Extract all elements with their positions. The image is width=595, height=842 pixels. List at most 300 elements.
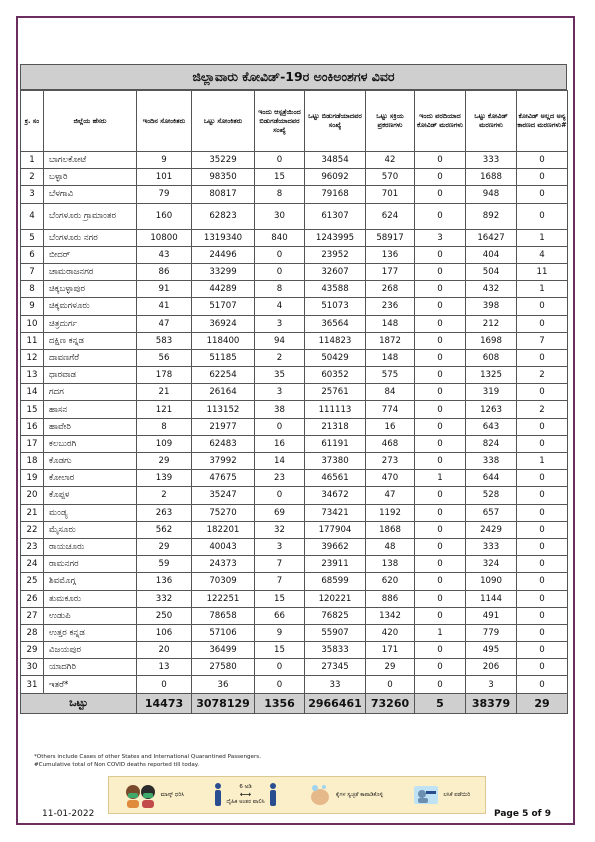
- table-cell: 324: [466, 556, 517, 573]
- table-cell: 11: [517, 263, 568, 280]
- column-header: ಇಂದು ಆಸ್ಪತ್ರೆಯಿಂದ ಬಿಡುಗಡೆಯಾದವರ ಸಂಖ್ಯೆ: [255, 91, 305, 152]
- table-cell: 2: [137, 487, 192, 504]
- serial-number: 22: [21, 521, 44, 538]
- table-cell: 40043: [192, 538, 255, 555]
- table-cell: 16427: [466, 229, 517, 246]
- person-icon: [268, 782, 278, 808]
- serial-number: 31: [21, 676, 44, 693]
- serial-number: 3: [21, 186, 44, 203]
- table-cell: 29: [137, 538, 192, 555]
- table-cell: 0: [415, 263, 466, 280]
- table-cell: 43588: [305, 281, 366, 298]
- table-cell: 148: [366, 349, 415, 366]
- district-name: ಚಾಮರಾಜನಗರ: [44, 263, 137, 280]
- district-name: ಬೀದರ್: [44, 246, 137, 263]
- table-cell: 79168: [305, 186, 366, 203]
- table-cell: 36924: [192, 315, 255, 332]
- serial-number: 12: [21, 349, 44, 366]
- table-cell: 27345: [305, 659, 366, 676]
- table-cell: 177904: [305, 521, 366, 538]
- table-cell: 44289: [192, 281, 255, 298]
- table-cell: 16: [366, 418, 415, 435]
- table-cell: 61307: [305, 203, 366, 229]
- table-cell: 0: [415, 152, 466, 169]
- table-row: [21, 332, 568, 349]
- table-row: [21, 470, 568, 487]
- table-cell: 9: [137, 152, 192, 169]
- table-cell: 420: [366, 624, 415, 641]
- table-cell: 33299: [192, 263, 255, 280]
- table-row: [21, 487, 568, 504]
- table-row: [21, 229, 568, 246]
- distance-arrow-icon: ⟷: [239, 790, 252, 799]
- total-cell: 2966461: [305, 693, 366, 713]
- column-header: ಕ್ರ. ಸಂ: [21, 91, 44, 152]
- table-cell: 73421: [305, 504, 366, 521]
- table-cell: 1698: [466, 332, 517, 349]
- table-cell: 62483: [192, 435, 255, 452]
- table-cell: 48: [366, 538, 415, 555]
- table-row: [21, 367, 568, 384]
- table-cell: 0: [517, 487, 568, 504]
- district-name: ಮಂಡ್ಯ: [44, 504, 137, 521]
- table-cell: 608: [466, 349, 517, 366]
- table-cell: 1868: [366, 521, 415, 538]
- table-cell: 0: [415, 315, 466, 332]
- table-cell: 0: [415, 401, 466, 418]
- district-name: ಚಿತ್ರದುರ್ಗ: [44, 315, 137, 332]
- table-cell: 32607: [305, 263, 366, 280]
- serial-number: 4: [21, 203, 44, 229]
- table-cell: 91: [137, 281, 192, 298]
- table-cell: 0: [415, 487, 466, 504]
- table-cell: 1192: [366, 504, 415, 521]
- table-row: [21, 203, 568, 229]
- table-cell: 37380: [305, 453, 366, 470]
- district-name: ಗದಗ: [44, 384, 137, 401]
- banner-vaccine: [412, 782, 470, 808]
- table-cell: 75270: [192, 504, 255, 521]
- table-cell: 34854: [305, 152, 366, 169]
- district-name: ಕಲಬುರಗಿ: [44, 435, 137, 452]
- table-cell: 47: [137, 315, 192, 332]
- table-cell: 23: [255, 470, 305, 487]
- table-cell: 39662: [305, 538, 366, 555]
- table-cell: 1872: [366, 332, 415, 349]
- district-name: ಉಡುಪಿ: [44, 607, 137, 624]
- table-cell: 0: [415, 453, 466, 470]
- table-cell: 1090: [466, 573, 517, 590]
- column-header: ಕೋವಿಡ್ ಅಲ್ಲದ ಅನ್ಯ ಕಾರಣದ ಮರಣಗಳು#: [517, 91, 568, 152]
- table-cell: 42: [366, 152, 415, 169]
- footnote-non-covid: #Cumulative total of Non COVID deaths reported till today.: [34, 762, 200, 768]
- vaccine-icon: [412, 782, 440, 808]
- table-cell: 0: [517, 556, 568, 573]
- table-cell: 404: [466, 246, 517, 263]
- table-cell: 36564: [305, 315, 366, 332]
- column-header: ಒಟ್ಟು ಸೋಂಕಿತರು: [192, 91, 255, 152]
- table-row: [21, 642, 568, 659]
- table-cell: 0: [415, 332, 466, 349]
- column-header: ಒಟ್ಟು ಕೋವಿಡ್ ಮರಣಗಳು: [466, 91, 517, 152]
- table-cell: 26164: [192, 384, 255, 401]
- table-cell: 1: [415, 624, 466, 641]
- table-cell: 101: [137, 169, 192, 186]
- table-cell: 47: [366, 487, 415, 504]
- table-cell: 10800: [137, 229, 192, 246]
- table-cell: 0: [415, 169, 466, 186]
- table-cell: 273: [366, 453, 415, 470]
- banner-distance: [213, 782, 277, 808]
- banner-distance-value: 6 ಅಡಿ: [239, 784, 252, 790]
- serial-number: 9: [21, 298, 44, 315]
- table-cell: 236: [366, 298, 415, 315]
- table-cell: 3: [255, 538, 305, 555]
- district-name: ಚಿಕ್ಕಮಗಳೂರು: [44, 298, 137, 315]
- table-cell: 470: [366, 470, 415, 487]
- table-cell: 562: [137, 521, 192, 538]
- table-row: [21, 624, 568, 641]
- table-cell: 34672: [305, 487, 366, 504]
- district-name: ಕೋಲಾರ: [44, 470, 137, 487]
- table-cell: 111113: [305, 401, 366, 418]
- safety-banner: [108, 776, 486, 814]
- table-cell: 78658: [192, 607, 255, 624]
- banner-mask: [124, 782, 185, 808]
- table-cell: 468: [366, 435, 415, 452]
- table-cell: 177: [366, 263, 415, 280]
- table-cell: 106: [137, 624, 192, 641]
- table-cell: 491: [466, 607, 517, 624]
- table-row: [21, 504, 568, 521]
- table-cell: 24373: [192, 556, 255, 573]
- table-cell: 0: [415, 186, 466, 203]
- table-cell: 1263: [466, 401, 517, 418]
- table-cell: 0: [415, 556, 466, 573]
- table-cell: 3: [255, 384, 305, 401]
- serial-number: 23: [21, 538, 44, 555]
- table-row: [21, 152, 568, 169]
- district-name: ಬೆಂಗಳೂರು ಗ್ರಾಮಾಂತರ: [44, 203, 137, 229]
- table-cell: 1319340: [192, 229, 255, 246]
- table-cell: 0: [517, 624, 568, 641]
- district-name: ಉತ್ತರ ಕನ್ನಡ: [44, 624, 137, 641]
- table-cell: 0: [517, 538, 568, 555]
- serial-number: 17: [21, 435, 44, 452]
- table-cell: 94: [255, 332, 305, 349]
- masked-people-icon: [124, 782, 158, 808]
- table-cell: 0: [415, 538, 466, 555]
- table-cell: 36499: [192, 642, 255, 659]
- table-cell: 41: [137, 298, 192, 315]
- table-cell: 51707: [192, 298, 255, 315]
- table-row: [21, 246, 568, 263]
- table-cell: 2: [517, 401, 568, 418]
- table-cell: 268: [366, 281, 415, 298]
- district-name: ಬಾಗಲಕೋಟೆ: [44, 152, 137, 169]
- table-cell: 7: [517, 332, 568, 349]
- table-cell: 0: [415, 573, 466, 590]
- table-cell: 0: [415, 504, 466, 521]
- district-name: ಕೊಪ್ಪಳ: [44, 487, 137, 504]
- table-row: [21, 169, 568, 186]
- table-cell: 643: [466, 418, 517, 435]
- table-cell: 38: [255, 401, 305, 418]
- table-cell: 263: [137, 504, 192, 521]
- table-cell: 160: [137, 203, 192, 229]
- table-cell: 4: [517, 246, 568, 263]
- serial-number: 26: [21, 590, 44, 607]
- table-cell: 1243995: [305, 229, 366, 246]
- table-cell: 46561: [305, 470, 366, 487]
- table-cell: 333: [466, 538, 517, 555]
- banner-hands: [307, 782, 383, 808]
- table-cell: 0: [517, 152, 568, 169]
- table-cell: 20: [137, 642, 192, 659]
- table-cell: 69: [255, 504, 305, 521]
- table-cell: 98350: [192, 169, 255, 186]
- table-cell: 701: [366, 186, 415, 203]
- table-row: [21, 538, 568, 555]
- table-cell: 0: [415, 246, 466, 263]
- total-label: ಒಟ್ಟು: [21, 693, 137, 713]
- table-cell: 0: [517, 676, 568, 693]
- table-cell: 0: [255, 487, 305, 504]
- table-row: [21, 556, 568, 573]
- table-cell: 0: [366, 676, 415, 693]
- total-cell: 1356: [255, 693, 305, 713]
- serial-number: 25: [21, 573, 44, 590]
- table-cell: 7: [255, 573, 305, 590]
- table-cell: 432: [466, 281, 517, 298]
- table-cell: 338: [466, 453, 517, 470]
- table-cell: 51185: [192, 349, 255, 366]
- district-name: ಕೊಡಗು: [44, 453, 137, 470]
- total-cell: 5: [415, 693, 466, 713]
- table-cell: 13: [137, 659, 192, 676]
- table-cell: 0: [517, 203, 568, 229]
- table-cell: 120221: [305, 590, 366, 607]
- table-cell: 23911: [305, 556, 366, 573]
- serial-number: 2: [21, 169, 44, 186]
- table-row: [21, 676, 568, 693]
- table-cell: 55907: [305, 624, 366, 641]
- table-cell: 79: [137, 186, 192, 203]
- table-cell: 47675: [192, 470, 255, 487]
- table-cell: 0: [415, 590, 466, 607]
- table-cell: 35229: [192, 152, 255, 169]
- district-name: ವಿಜಯಪುರ: [44, 642, 137, 659]
- serial-number: 1: [21, 152, 44, 169]
- table-cell: 51073: [305, 298, 366, 315]
- banner-mask-text: ಮಾಸ್ಕ್ ಧರಿಸಿ: [160, 791, 185, 798]
- person-icon: [213, 782, 223, 808]
- table-cell: 84: [366, 384, 415, 401]
- district-name: ಮೈಸೂರು: [44, 521, 137, 538]
- table-cell: 57106: [192, 624, 255, 641]
- table-cell: 0: [517, 384, 568, 401]
- district-name: ಚಿಕ್ಕಬಳ್ಳಾಪುರ: [44, 281, 137, 298]
- table-row: [21, 401, 568, 418]
- district-name: ರಾಯಚೂರು: [44, 538, 137, 555]
- table-cell: 1688: [466, 169, 517, 186]
- serial-number: 11: [21, 332, 44, 349]
- table-cell: 21318: [305, 418, 366, 435]
- table-cell: 0: [415, 203, 466, 229]
- table-cell: 824: [466, 435, 517, 452]
- table-cell: 774: [366, 401, 415, 418]
- total-cell: 14473: [137, 693, 192, 713]
- table-cell: 0: [415, 642, 466, 659]
- total-cell: 38379: [466, 693, 517, 713]
- table-cell: 35: [255, 367, 305, 384]
- column-header: ಇಂದು ವರದಿಯಾದ ಕೋವಿಡ್ ಮರಣಗಳು: [415, 91, 466, 152]
- table-cell: 50429: [305, 349, 366, 366]
- table-row: [21, 521, 568, 538]
- table-cell: 62254: [192, 367, 255, 384]
- serial-number: 24: [21, 556, 44, 573]
- serial-number: 20: [21, 487, 44, 504]
- total-row: [21, 693, 568, 713]
- table-cell: 1: [517, 453, 568, 470]
- table-cell: 570: [366, 169, 415, 186]
- footnotes: [34, 753, 261, 769]
- table-cell: 948: [466, 186, 517, 203]
- table-cell: 250: [137, 607, 192, 624]
- serial-number: 29: [21, 642, 44, 659]
- table-cell: 1: [415, 470, 466, 487]
- table-cell: 35833: [305, 642, 366, 659]
- district-name: ಯಾದಗಿರಿ: [44, 659, 137, 676]
- serial-number: 27: [21, 607, 44, 624]
- serial-number: 13: [21, 367, 44, 384]
- table-cell: 0: [415, 418, 466, 435]
- district-name: ರಾಮನಗರ: [44, 556, 137, 573]
- table-cell: 96092: [305, 169, 366, 186]
- table-cell: 0: [517, 435, 568, 452]
- table-cell: 58917: [366, 229, 415, 246]
- table-cell: 9: [255, 624, 305, 641]
- serial-number: 28: [21, 624, 44, 641]
- table-cell: 0: [517, 573, 568, 590]
- serial-number: 8: [21, 281, 44, 298]
- banner-distance-text: ದೈಹಿಕ ಅಂತರ ಪಾಲಿಸಿ: [226, 799, 265, 805]
- table-cell: 0: [415, 298, 466, 315]
- total-cell: 73260: [366, 693, 415, 713]
- table-cell: 30: [255, 203, 305, 229]
- total-cell: 29: [517, 693, 568, 713]
- table-cell: 0: [517, 349, 568, 366]
- table-cell: 0: [255, 659, 305, 676]
- table-cell: 644: [466, 470, 517, 487]
- table-cell: 620: [366, 573, 415, 590]
- table-cell: 0: [255, 152, 305, 169]
- table-cell: 60352: [305, 367, 366, 384]
- district-table: [20, 90, 568, 714]
- table-cell: 332: [137, 590, 192, 607]
- table-cell: 118400: [192, 332, 255, 349]
- banner-hands-text: ಕೈಗಳ ಸ್ವಚ್ಛತೆ ಕಾಪಾಡಿಕೊಳ್ಳಿ: [335, 791, 384, 798]
- table-cell: 86: [137, 263, 192, 280]
- table-cell: 8: [255, 281, 305, 298]
- table-cell: 0: [517, 521, 568, 538]
- table-cell: 495: [466, 642, 517, 659]
- table-cell: 80817: [192, 186, 255, 203]
- district-name: ಬೆಂಗಳೂರು ನಗರ: [44, 229, 137, 246]
- table-cell: 27580: [192, 659, 255, 676]
- table-cell: 23952: [305, 246, 366, 263]
- district-name: ದಾವಣಗೆರೆ: [44, 349, 137, 366]
- table-row: [21, 315, 568, 332]
- table-cell: 657: [466, 504, 517, 521]
- table-cell: 76825: [305, 607, 366, 624]
- table-cell: 0: [255, 263, 305, 280]
- table-cell: 29: [366, 659, 415, 676]
- footnote-others: *Others include Cases of other States and International Quarantined Passengers.: [34, 754, 261, 760]
- table-cell: 0: [415, 607, 466, 624]
- serial-number: 7: [21, 263, 44, 280]
- table-cell: 62823: [192, 203, 255, 229]
- district-name: ಹಾಸನ: [44, 401, 137, 418]
- table-cell: 121: [137, 401, 192, 418]
- table-cell: 575: [366, 367, 415, 384]
- table-cell: 113152: [192, 401, 255, 418]
- serial-number: 10: [21, 315, 44, 332]
- table-cell: 59: [137, 556, 192, 573]
- table-cell: 1: [517, 229, 568, 246]
- table-cell: 0: [517, 607, 568, 624]
- table-row: [21, 186, 568, 203]
- serial-number: 5: [21, 229, 44, 246]
- serial-number: 16: [21, 418, 44, 435]
- table-cell: 206: [466, 659, 517, 676]
- table-cell: 114823: [305, 332, 366, 349]
- table-cell: 15: [255, 169, 305, 186]
- table-cell: 16: [255, 435, 305, 452]
- table-cell: 528: [466, 487, 517, 504]
- table-cell: 33: [305, 676, 366, 693]
- table-cell: 583: [137, 332, 192, 349]
- table-cell: 25761: [305, 384, 366, 401]
- table-cell: 56: [137, 349, 192, 366]
- table-cell: 779: [466, 624, 517, 641]
- district-name: ಬಳ್ಳಾರಿ: [44, 169, 137, 186]
- table-row: [21, 418, 568, 435]
- table-cell: 21: [137, 384, 192, 401]
- table-row: [21, 607, 568, 624]
- table-cell: 0: [517, 470, 568, 487]
- serial-number: 14: [21, 384, 44, 401]
- table-cell: 333: [466, 152, 517, 169]
- table-cell: 1: [517, 281, 568, 298]
- table-cell: 15: [255, 590, 305, 607]
- table-cell: 886: [366, 590, 415, 607]
- table-row: [21, 263, 568, 280]
- table-cell: 0: [255, 676, 305, 693]
- table-cell: 8: [255, 186, 305, 203]
- table-cell: 398: [466, 298, 517, 315]
- table-row: [21, 590, 568, 607]
- serial-number: 6: [21, 246, 44, 263]
- table-cell: 0: [517, 659, 568, 676]
- table-cell: 0: [517, 642, 568, 659]
- table-cell: 1325: [466, 367, 517, 384]
- column-header: ಒಟ್ಟು ಸಕ್ರಿಯ ಪ್ರಕರಣಗಳು: [366, 91, 415, 152]
- table-cell: 0: [517, 504, 568, 521]
- table-cell: 2: [255, 349, 305, 366]
- serial-number: 19: [21, 470, 44, 487]
- table-row: [21, 384, 568, 401]
